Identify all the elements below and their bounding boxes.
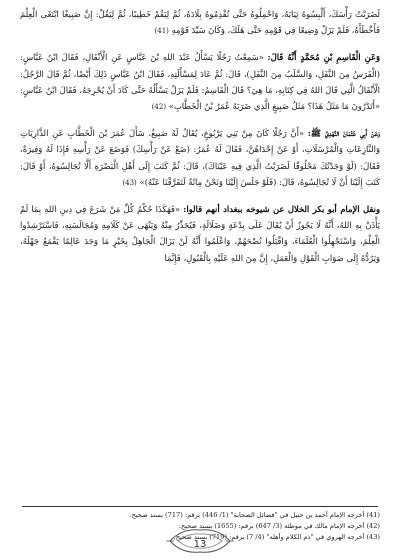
footnote-43: (43) أخرجه الهروي في "ذم الكلام وأهله" (4/ 7) برقم: (719) بسند صحيح.: [173, 533, 380, 541]
paragraph-2: [20, 49, 380, 115]
book-page: [8, 6, 392, 554]
footnote-41: (41) أخرجه الإمام أحمد بن حنبل في "فضائل الصحابة" (1/ 446) برقم: (717) بسند صحيح.: [129, 511, 380, 519]
paragraph-2-text: «سَمِعْتُ رَجُلًا يَسْأَلُ عَبْدَ اللهِ بْنَ عَبَّاسٍ عَنِ الْأَنْفَالِ، فَقَالَ ابْنُ عَبَّاسٍ: (الْفَرَسُ مِنَ النَّفَلِ، وَالسَّلَبُ مِنَ النَّفَلِ)، قَالَ: ثُمَّ عَادَ لِمَسْأَلَتِهِ، فَقَالَ ابْنُ عَبَّاسٍ ذَلِكَ أَيْضًا، ثُمَّ قَالَ الرَّجُلُ: الْأَنْفَالُ الَّتِي قَالَ اللهُ فِي كِتَابِهِ، مَا هِيَ؟ قَالَ الْقَاسِمُ: فَلَمْ يَزَلْ يَسْأَلُهُ حَتَّى كَادَ أَنْ يُحْرِجَهُ، فَقَالَ ابْنُ عَبَّاسٍ: «أَتَدْرُونَ مَا مَثَلُ هَذَا؟ مَثَلُ صَبِيغٍ الَّذِي ضَرَبَهُ عُمَرُ بْنُ الْخَطَّابِ»: [20, 52, 380, 112]
paragraph-4-lead: ونقل الإمام أبو بكر الخلال عن شيوخه ببغداد أنهم قالوا:: [183, 204, 380, 215]
paragraph-3-text: «أَنَّ رَجُلًا كَانَ مِنْ بَنِي يَرْبُوعٍ، يُقَالُ لَهُ صَبِيغٌ، سَأَلَ عُمَرَ بْنَ الْخَطَّابِ عَنِ الذَّارِيَاتِ وَالنَّازِعَاتِ وَالْمُرْسَلَاتِ، أَوْ عَنْ إِحْدَاهُنَّ، فَقَالَ لَهُ عُمَرُ: (ضَعْ عَنْ رَأْسِكَ) فَوَضَعَ عَنْ رَأْسِهِ فَإِذَا لَهُ وَفِيرَةٌ، فَقَالَ: (لَوْ وَجَدْتُكَ مَحْلُوقًا لَضَرَبْتُ الَّذِي فِيهِ عَيْنَاكَ)، قَالَ: ثُمَّ كَتَبَ إِلَى أَهْلِ الْبَصْرَةِ أَلَّا تُجَالِسُوهُ، أَوْ قَالَ: كَتَبَ إِلَيْنَا أَنْ لَا تُجَالِسُوهُ، قَالَ: (فَلَوْ جَلَسَ إِلَيْنَا وَنَحْنُ مِائَةٌ لَتَفَرَّقْنَا عَنْهُ)»: [20, 128, 380, 187]
paragraph-2-lead: وَعَنِ الْقَاسِمِ بْنِ مُحَمَّدٍ أَنَّهُ قَالَ:: [267, 52, 380, 63]
paragraph-1-text: لَضَرَبْتُ رَأْسَكَ، أَلْبِسُوهُ ثِيَابَهُ، وَاحْمِلُوهُ حَتَّى تُقْدِمُوهُ بِلَادَهُ، ثُمَّ لِيَقُمْ خَطِيبًا، ثُمَّ لِيَقُلْ: إِنَّ صَبِيغًا ابْتَغَى الْعِلْمَ فَأَخْطَأَهُ، فَلَمْ يَزَلْ وَضِيعًا فِي قَوْمِهِ حَتَّى هَلَكَ، وَكَانَ سَيِّدَ قَوْمِهِ: [20, 9, 380, 36]
paragraph-3: [20, 125, 380, 191]
paragraph-1-ref: (41): [154, 27, 169, 36]
page-number: 13: [193, 539, 207, 550]
paragraph-1: [20, 6, 380, 39]
paragraph-4-text: «فَهَكَذَا حُكْمُ كُلِّ مَنْ شَرَعَ فِي دِينِ اللهِ بِمَا لَمْ يَأْذَنْ بِهِ اللهُ، أَنَّهُ لَا يَجُوزُ أَنْ يُقَالَ عَلَى بِدْعَةٍ وَضَلَالَةٍ، فَيُحَذِّرُ مِنْهُ وَيَنْهَى عَنْ كَلَامِهِ وَمُجَالَسَتِهِ، فَاسْتَرْشِدُوا الْعِلْمَ، وَاسْتَجْهِلُوا الْعُلَمَاءَ، وَاقْبَلُوا نُصْحَهُمْ، وَاعْلَمُوا أَنَّهُ لَنْ يَزَالَ الْجَاهِلُ بِخَيْرٍ مَا وَجَدَ عَالِمًا يَقْمَعُ جَهْلَهُ، وَيَرُدُّهُ إِلَى صَوَابِ الْقَوْلِ وَالْعَمَلِ، إِنَّ مِنَ اللهِ عَلَيْهِ بِالْقَبُولِ، فَإِنَّمَا: [20, 204, 380, 263]
paragraph-3-lead: وَعَنْ أَبِي عُثْمَانَ النَّهْدِيِّ ﷺ:: [307, 128, 381, 139]
paragraph-4: [20, 201, 380, 266]
footnote-42: (42) أخرجه الإمام مالك في موطئه (3/ 647) برقم: (1655) بسند صحيح.: [178, 522, 380, 530]
body-text: [8, 6, 392, 266]
footnote-divider: [22, 506, 378, 507]
paragraph-2-ref: (42): [151, 103, 167, 112]
paragraph-3-ref: (43): [122, 178, 137, 187]
